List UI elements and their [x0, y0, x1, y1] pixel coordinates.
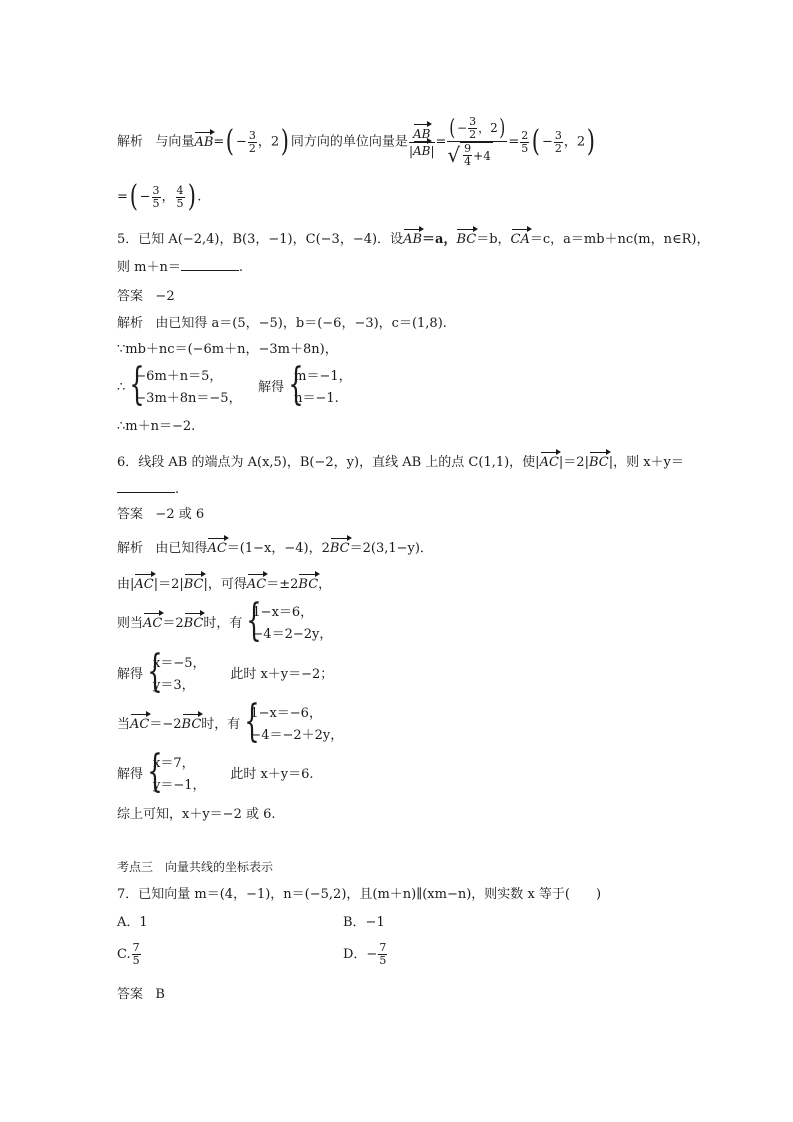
q5-analysis-line2: ∵mb＋nc＝(−6m＋n，−3m＋8n)，	[117, 342, 338, 357]
equation-system: { −6m＋n＝5， −3m＋8n＝−5，	[125, 366, 241, 410]
unit-vector-fraction: $\frac{AB}{|AB|}$	[408, 126, 435, 158]
q6-analysis-line1: 解析 由已知得AC＝(1−x，−4)，2BC＝2(3,1−y)．	[117, 541, 433, 556]
answer-label: 答案	[117, 987, 144, 1002]
q7-stem: 7．已知向量 m＝(4，−1)，n＝(−5,2)，且(m＋n)∥(xm−n)，则实数 x 等于( )	[117, 887, 602, 902]
q6-analysis-solve1: 解得 { x＝−5， y＝3， 此时 x＋y＝−2；	[117, 653, 333, 697]
solution-system: { x＝7， y＝−1，	[143, 753, 206, 797]
answer-blank	[181, 258, 239, 271]
solution-system: { x＝−5， y＝3，	[143, 653, 206, 697]
vector-ab: AB	[194, 134, 214, 150]
option-c: C. $\frac{7}{5}$	[117, 941, 140, 967]
q6-stem-line2: .	[117, 480, 179, 499]
answer-value: B	[155, 987, 165, 1002]
answer-label: 答案	[117, 507, 144, 522]
answer-value: −2 或 6	[155, 507, 205, 522]
q5-stem-line2: 则 m＋n＝ .	[117, 260, 243, 275]
analysis-label: 解析	[117, 316, 144, 331]
q5-answer	[117, 288, 175, 306]
q6-analysis-case1: 则当AC＝2BC时，有 { 1−x＝6， −4＝2−2y，	[117, 602, 332, 646]
option-a: A．1	[117, 915, 148, 930]
analysis-label: 解析	[117, 134, 144, 150]
answer-value: −2	[155, 289, 175, 304]
q5-analysis-line1: 解析 由已知得 a＝(5，−5)，b＝(−6，−3)，c＝(1,8).	[117, 316, 447, 331]
q6-analysis-solve2: 解得 { x＝7， y＝−1， 此时 x＋y＝6.	[117, 753, 314, 797]
answer-label: 答案	[117, 289, 144, 304]
equation-system: { 1−x＝−6， −4＝−2＋2y，	[240, 703, 343, 747]
q5-analysis-line4: ∴m＋n＝−2.	[117, 419, 196, 434]
q6-answer	[117, 506, 204, 524]
q7-answer	[117, 986, 165, 1004]
solution-system: { m＝−1， n＝−1.	[284, 366, 352, 410]
analysis-label: 解析	[117, 541, 144, 556]
section-heading: 考点三 向量共线的坐标表示	[117, 860, 274, 874]
equation-system: { 1−x＝6， −4＝2−2y，	[242, 602, 332, 646]
q4-result-line: =( − $\frac{3}{5}$ ， $\frac{4}{5}$ ) .	[117, 179, 202, 214]
q4-analysis-line: 解析 与向量AB=( − $\frac{3}{2}$ ，2) 同方向的单位向量是 $\frac{AB}{|AB|}$ = (− $\frac{3}{2}$ ，2) √ $\frac{9}{4}$ +4 = $\frac{2}{5}$ ( − $\frac{3}{2}$ ，2)	[117, 115, 596, 168]
q6-analysis-case2: 当AC＝−2BC时，有 { 1−x＝−6， −4＝−2＋2y，	[117, 703, 343, 747]
q5-analysis-system: ∴ { −6m＋n＝5， −3m＋8n＝−5， 解得 { m＝−1， n＝−1.	[117, 366, 352, 410]
option-b: B．−1	[343, 915, 385, 930]
q6-analysis-line2: 由|AC|＝2|BC|，可得AC＝±2BC，	[117, 577, 332, 592]
option-d: D．− $\frac{7}{5}$	[343, 941, 387, 967]
big-fraction: (− $\frac{3}{2}$ ，2) √ $\frac{9}{4}$ +4	[447, 116, 507, 168]
answer-blank	[117, 480, 175, 493]
q5-stem-line1: 5．已知 A(−2,4)，B(3，−1)，C(−3，−4)．设AB＝a，BC＝b，CA＝c，a＝mb＋nc(m，n∈R)，	[117, 232, 710, 247]
fraction: $\frac{3}{2}$	[248, 128, 256, 155]
q6-conclusion: 综上可知，x＋y＝−2 或 6.	[117, 807, 276, 822]
q6-stem-line1: 6．线段 AB 的端点为 A(x,5)，B(−2，y)，直线 AB 上的点 C(1,1)，使|AC|＝2|BC|，则 x＋y＝	[117, 455, 684, 470]
